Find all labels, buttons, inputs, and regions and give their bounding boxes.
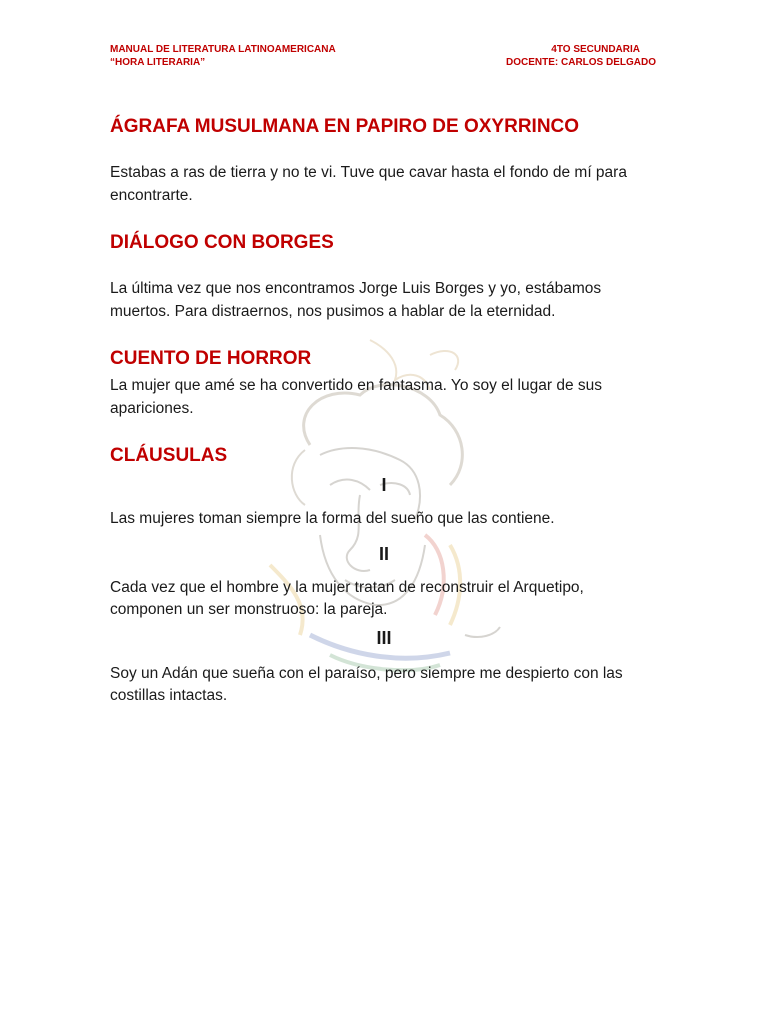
header-grade: 4TO SECUNDARIA [551, 44, 640, 55]
section-title: DIÁLOGO CON BORGES [110, 232, 334, 253]
section-text: La última vez que nos encontramos Jorge Luis Borges y yo, estábamos muertos. Para distraernos, nos pusimos a hablar de la eternidad. [110, 280, 602, 320]
clause-numeral: I [381, 475, 387, 495]
clause-text: Soy un Adán que sueña con el paraíso, pero siempre me despierto con las costillas intactas. [110, 664, 623, 704]
clause-text: Las mujeres toman siempre la forma del sueño que las contiene. [110, 510, 555, 527]
section-title: CUENTO DE HORROR [110, 348, 312, 369]
header-teacher: DOCENTE: CARLOS DELGADO [506, 57, 656, 68]
section-text: La mujer que amé se ha convertido en fantasma. Yo soy el lugar de sus apariciones. [110, 377, 602, 417]
page-header [110, 43, 656, 69]
document-body [110, 115, 658, 708]
section-title: ÁGRAFA MUSULMANA EN PAPIRO DE OXYRRINCO [110, 116, 580, 137]
header-subtitle: “HORA LITERARIA” [110, 57, 206, 68]
clause-text: Cada vez que el hombre y la mujer tratan de reconstruir el Arquetipo, componen un ser monstruoso: la pareja. [110, 578, 584, 618]
clause-numeral: II [378, 543, 389, 564]
clause-numeral: III [376, 627, 392, 648]
section-text: Estabas a ras de tierra y no te vi. Tuve que cavar hasta el fondo de mí para encontrarte. [110, 164, 627, 204]
header-manual-title: MANUAL DE LITERATURA LATINOAMERICANA [110, 44, 336, 55]
section-title: CLÁUSULAS [110, 445, 228, 466]
